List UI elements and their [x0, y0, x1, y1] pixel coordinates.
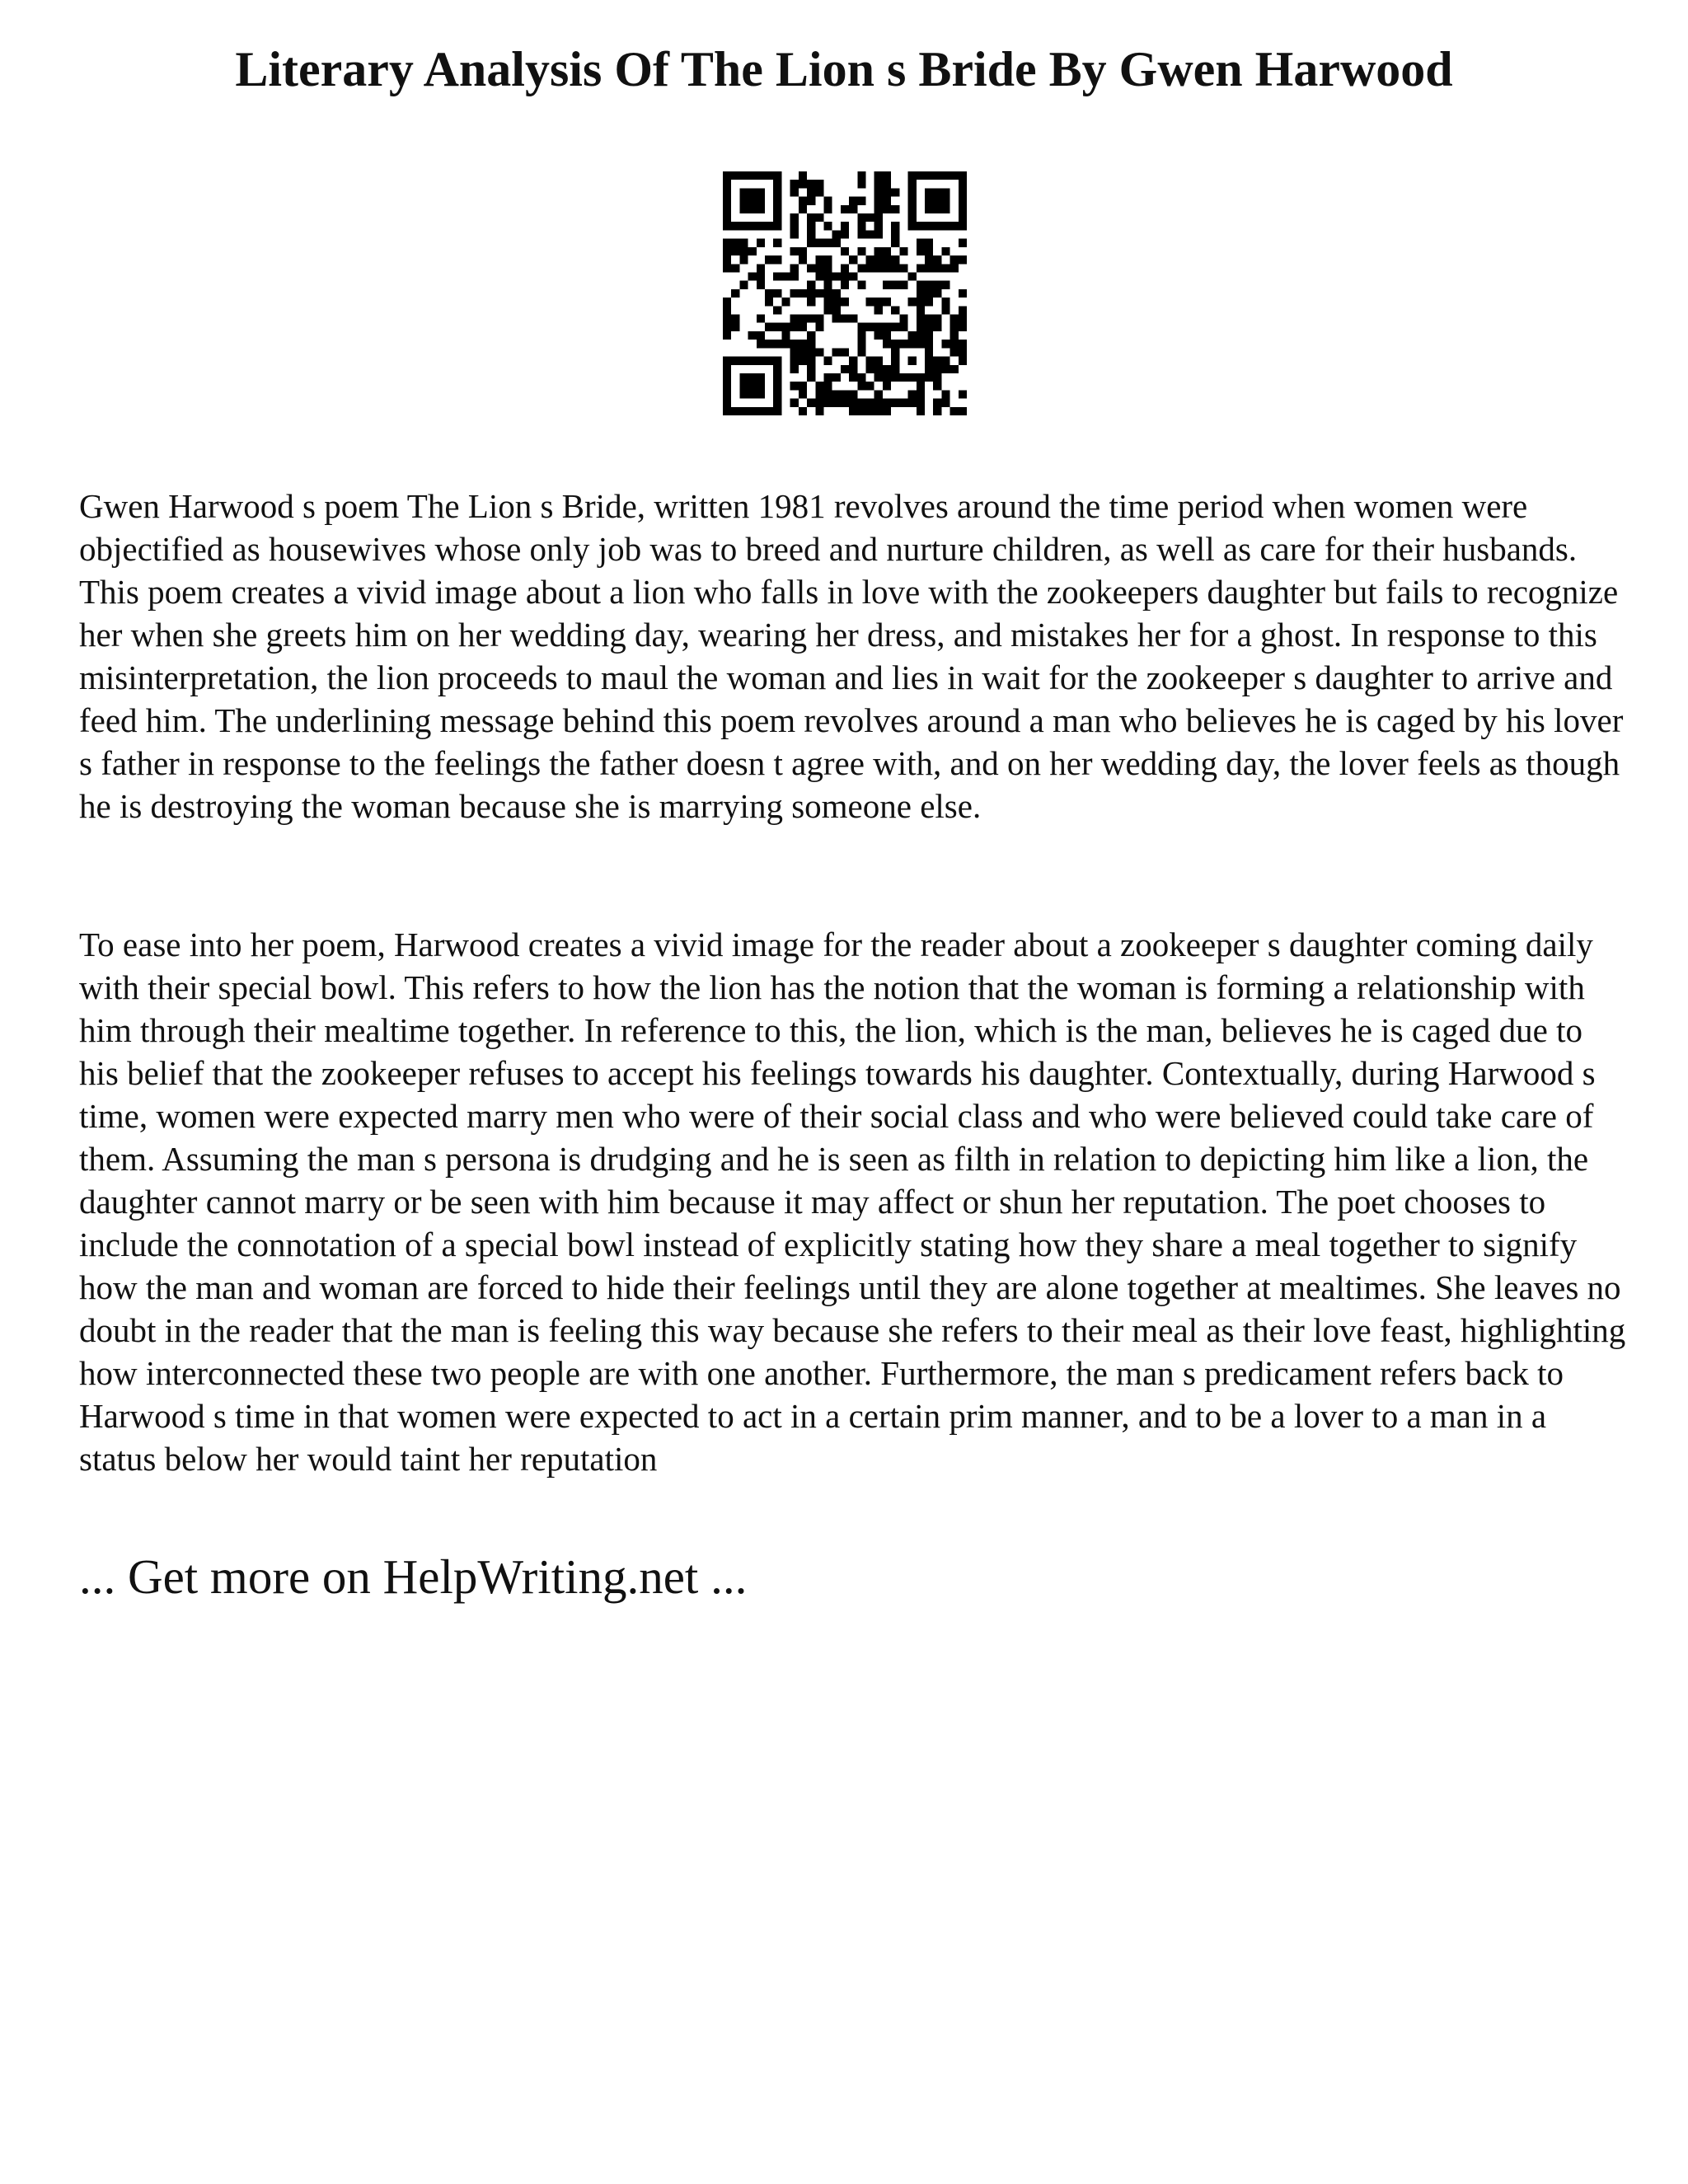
qr-code	[723, 171, 967, 415]
paragraph-2: To ease into her poem, Harwood creates a vivid image for the reader about a zookeeper s daughter coming daily with their special bowl. This refers to how the lion has the notion that the woman is forming a relationship with him through their mealtime together. In reference to this, the lion, which is the man, believes he is caged due to his belief that the zookeeper refuses to accept his feelings towards his daughter. Contextually, during Harwood s time, women were expected marry men who were of their social class and who were believed could take care of them. Assuming the man s persona is drudging and he is seen as filth in relation to depicting him like a lion, the daughter cannot marry or be seen with him because it may affect or shun her reputation. The poet chooses to include the connotation of a special bowl instead of explicitly stating how they share a meal together to signify how the man and woman are forced to hide their feelings until they are alone together at mealtimes. She leaves no doubt in the reader that the man is feeling this way because she refers to their meal as their love feast, highlighting how interconnected these two people are with one another. Furthermore, the man s predicament refers back to Harwood s time in that women were expected to act in a certain prim manner, and to be a lover to a man in a status below her would taint her reputation	[79, 926, 1626, 1478]
get-more-link[interactable]: ... Get more on HelpWriting.net ...	[79, 1549, 748, 1604]
paragraph-1: Gwen Harwood s poem The Lion s Bride, written 1981 revolves around the time period when women were objectified as housewives whose only job was to breed and nurture children, as well as care for their husbands. This poem creates a vivid image about a lion who falls in love with the zookeepers daughter but fails to recognize her when she greets him on her wedding day, wearing her dress, and mistakes her for a ghost. In response to this misinterpretation, the lion proceeds to maul the woman and lies in wait for the zookeeper s daughter to arrive and feed him. The underlining message behind this poem revolves around a man who believes he is caged by his lover s father in response to the feelings the father doesn t agree with, and on her wedding day, the lover feels as though he is destroying the woman because she is marrying someone else.	[79, 487, 1624, 825]
page-title: Literary Analysis Of The Lion s Bride By Gwen Harwood	[235, 42, 1453, 96]
qr-code-icon	[723, 171, 967, 415]
